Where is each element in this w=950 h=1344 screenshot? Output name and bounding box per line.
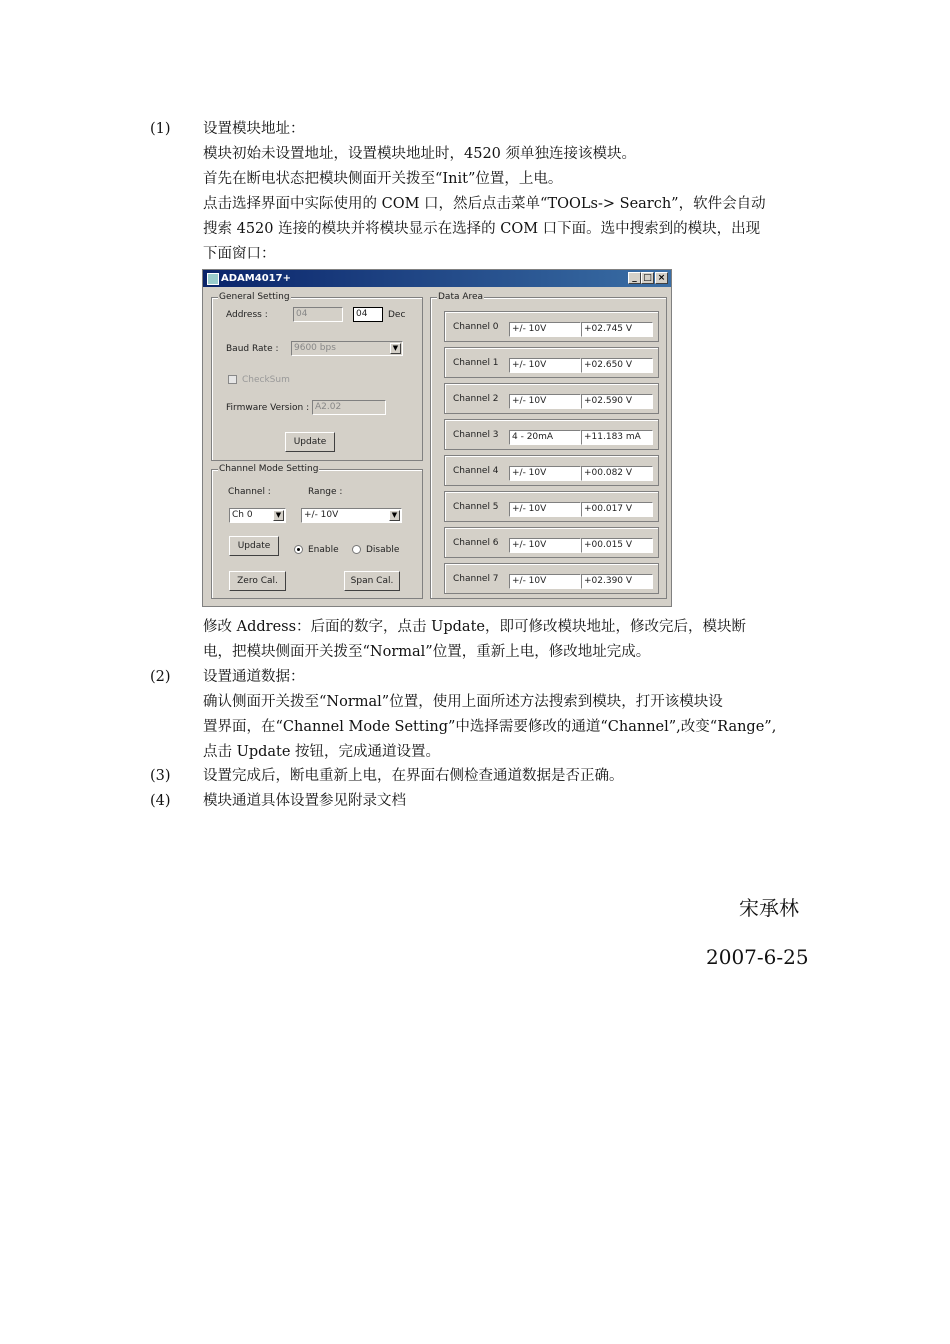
document-date: 2007-6-25 [706, 945, 809, 969]
dec-label: Dec [388, 310, 406, 320]
channel-value: Ch 0 [232, 510, 253, 520]
adam-config-window [202, 269, 672, 607]
channel-value: +02.590 V [581, 394, 653, 409]
item1-title: 设置模块地址： [203, 121, 305, 137]
range-select[interactable] [301, 508, 402, 523]
channel-range: 4 - 20mA [509, 430, 581, 445]
disable-radio[interactable] [352, 545, 361, 554]
span-cal-button[interactable]: Span Cal. [344, 571, 400, 591]
channel-select[interactable] [229, 508, 286, 523]
range-value: +/- 10V [304, 510, 339, 520]
zero-cal-button[interactable]: Zero Cal. [229, 571, 286, 591]
channel-value: +02.390 V [581, 574, 653, 589]
general-update-button[interactable]: Update [285, 432, 335, 452]
channel-row [444, 491, 659, 522]
channel-name: Channel 3 [453, 430, 499, 440]
group-label: Channel Mode Setting [219, 464, 319, 474]
general-setting-group [211, 292, 423, 461]
firmware-label: Firmware Version : [226, 403, 310, 413]
channel-row [444, 347, 659, 378]
address-input[interactable]: 04 [353, 307, 383, 322]
channel-range: +/- 10V [509, 358, 581, 373]
item2-number: (2) [150, 669, 171, 685]
address-display: 04 [293, 307, 343, 322]
checksum-label: CheckSum [242, 375, 290, 385]
channel-row [444, 527, 659, 558]
channel-row [444, 455, 659, 486]
close-button[interactable]: × [655, 272, 668, 284]
group-label: General Setting [219, 292, 290, 302]
channel-value: +00.017 V [581, 502, 653, 517]
channel-row [444, 419, 659, 450]
address-label: Address : [226, 310, 268, 320]
item2-paragraph: 确认侧面开关拨至“Normal”位置，使用上面所述方法搜索到模块，打开该模块设 [203, 694, 723, 710]
data-area-group [430, 292, 667, 599]
window-titlebar [203, 270, 671, 287]
channel-name: Channel 5 [453, 502, 499, 512]
chevron-down-icon[interactable]: ▼ [390, 343, 401, 354]
window-title: ADAM4017+ [221, 273, 291, 284]
item1-paragraph: 点击选择界面中实际使用的 COM 口，然后点击菜单“TOOLs-> Search”，软件会自动 [203, 196, 766, 212]
item2-paragraph: 点击 Update 按钮，完成通道设置。 [203, 744, 441, 760]
range-label: Range : [308, 487, 343, 497]
channel-value: +11.183 mA [581, 430, 653, 445]
baud-rate-select[interactable] [291, 341, 403, 356]
chevron-down-icon[interactable]: ▼ [273, 510, 284, 521]
item1-paragraph: 模块初始未设置地址，设置模块地址时，4520 须单独连接该模块。 [203, 146, 637, 162]
item3-text: 设置完成后，断电重新上电，在界面右侧检查通道数据是否正确。 [203, 768, 624, 784]
channel-row [444, 383, 659, 414]
channel-value: +02.650 V [581, 358, 653, 373]
channel-range: +/- 10V [509, 394, 581, 409]
group-label: Data Area [438, 292, 484, 302]
baud-rate-value: 9600 bps [294, 343, 336, 353]
item1-paragraph: 首先在断电状态把模块侧面开关拨至“Init”位置，上电。 [203, 171, 563, 187]
item1-paragraph: 修改 Address：后面的数字，点击 Update，即可修改模块地址，修改完后，模块断 [203, 619, 746, 635]
channel-name: Channel 7 [453, 574, 499, 584]
item4-text: 模块通道具体设置参见附录文档 [203, 793, 406, 809]
channel-row [444, 563, 659, 594]
checksum-checkbox[interactable] [228, 375, 237, 384]
enable-label: Enable [308, 545, 339, 555]
channel-name: Channel 0 [453, 322, 499, 332]
item4-number: (4) [150, 793, 171, 809]
enable-radio[interactable] [294, 545, 303, 554]
firmware-value: A2.02 [312, 400, 386, 415]
channel-name: Channel 1 [453, 358, 499, 368]
item2-paragraph: 置界面，在“Channel Mode Setting”中选择需要修改的通道“Channel”,改变“Range”, [203, 719, 777, 735]
channel-range: +/- 10V [509, 574, 581, 589]
disable-label: Disable [366, 545, 400, 555]
channel-row [444, 311, 659, 342]
maximize-button[interactable]: □ [641, 272, 654, 284]
channel-value: +00.082 V [581, 466, 653, 481]
baud-rate-label: Baud Rate : [226, 344, 279, 354]
channel-range: +/- 10V [509, 538, 581, 553]
minimize-button[interactable]: _ [628, 272, 641, 284]
author-signature: 宋承林 [739, 896, 799, 920]
item3-number: (3) [150, 768, 171, 784]
chevron-down-icon[interactable]: ▼ [389, 510, 400, 521]
app-icon [207, 273, 219, 285]
channel-update-button[interactable]: Update [229, 536, 279, 556]
item1-number: (1) [150, 121, 171, 137]
channel-value: +02.745 V [581, 322, 653, 337]
channel-name: Channel 2 [453, 394, 499, 404]
channel-name: Channel 6 [453, 538, 499, 548]
item1-paragraph: 下面窗口： [203, 246, 276, 262]
channel-label: Channel : [228, 487, 271, 497]
channel-name: Channel 4 [453, 466, 499, 476]
item1-paragraph: 电，把模块侧面开关拨至“Normal”位置，重新上电，修改地址完成。 [203, 644, 651, 660]
item2-title: 设置通道数据： [203, 669, 305, 685]
channel-range: +/- 10V [509, 502, 581, 517]
channel-range: +/- 10V [509, 322, 581, 337]
channel-range: +/- 10V [509, 466, 581, 481]
channel-mode-group [211, 464, 423, 599]
channel-value: +00.015 V [581, 538, 653, 553]
item1-paragraph: 搜索 4520 连接的模块并将模块显示在选择的 COM 口下面。选中搜索到的模块，出现 [203, 221, 761, 237]
